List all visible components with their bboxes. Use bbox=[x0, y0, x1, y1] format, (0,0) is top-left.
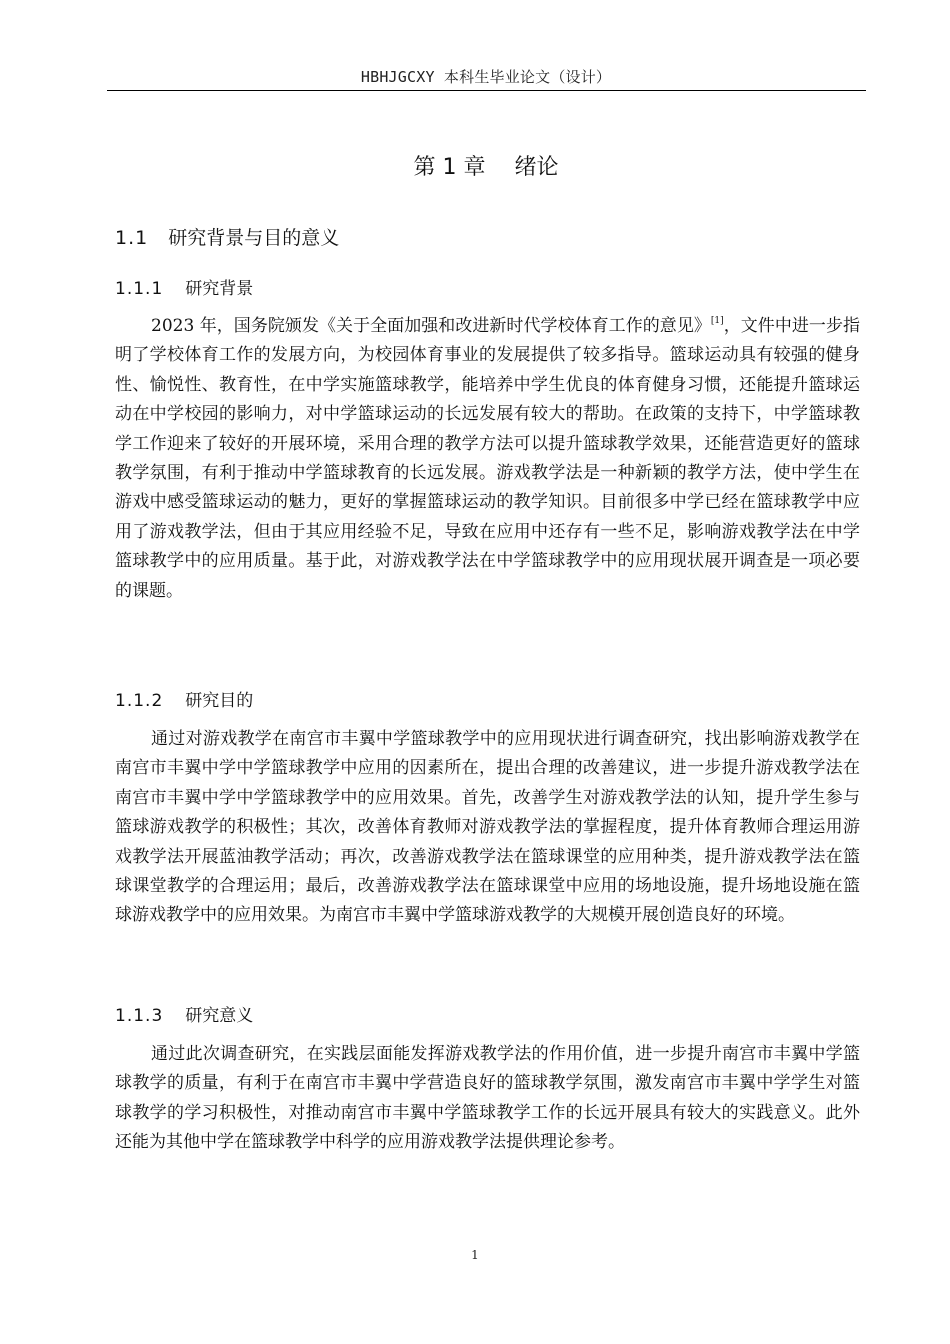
subsection-title: 研究目的 bbox=[185, 691, 254, 711]
paragraph-research-background bbox=[115, 312, 860, 606]
subsection-title: 研究背景 bbox=[185, 279, 254, 299]
subsection-number: 1.1.1 bbox=[115, 279, 164, 299]
subsection-heading-1-1-2 bbox=[115, 686, 253, 711]
paragraph-text: 2023 年，国务院颁发《关于全面加强和改进新时代学校体育工作的意见》 bbox=[151, 316, 711, 336]
subsection-number: 1.1.2 bbox=[115, 691, 164, 711]
page-number: 1 bbox=[471, 1248, 479, 1262]
chapter-title: 第 1 章 绪论 bbox=[413, 155, 559, 180]
paragraph-research-purpose: 通过对游戏教学在南宫市丰翼中学篮球教学中的应用现状进行调查研究，找出影响游戏教学在南宫市丰翼中学中学篮球教学中应用的因素所在，提出合理的改善建议，进一步提升游戏教学法在南宫市丰翼中学中学篮球教学中的应用效果。首先，改善学生对游戏教学法的认知，提升学生参与篮球游戏教学的积极性；其次，改善体育教师对游戏教学法的掌握程度，提升体育教师合理运用游戏教学法开展蓝油教学活动；再次，改善游戏教学法在篮球课堂的应用种类，提升游戏教学法在篮球课堂教学的合理运用；最后，改善游戏教学法在篮球课堂中应用的场地设施，提升场地设施在篮球游戏教学中的应用效果。为南宫市丰翼中学篮球游戏教学的大规模开展创造良好的环境。 bbox=[115, 729, 860, 926]
paragraph-text: ，文件中进一步指明了学校体育工作的发展方向，为校园体育事业的发展提供了较多指导。篮球运动具有较强的健身性、愉悦性、教育性，在中学实施篮球教学，能培养中学生优良的体育健身习惯，还能提升篮球运动在中学校园的影响力，对中学篮球运动的长远发展有较大的帮助。在政策的支持下，中学篮球教学工作迎来了较好的开展环境，采用合理的教学方法可以提升篮球教学效果，还能营造更好的篮球教学氛围，有利于推动中学篮球教育的长远发展。游戏教学法是一种新颖的教学方法，使中学生在游戏中感受篮球运动的魅力，更好的掌握篮球运动的教学知识。目前很多中学已经在篮球教学中应用了游戏教学法，但由于其应用经验不足，导致在应用中还存有一些不足，影响游戏教学法在中学篮球教学中的应用质量。基于此，对游戏教学法在中学篮球教学中的应用现状展开调查是一项必要的课题。 bbox=[115, 316, 860, 601]
citation-ref: [1] bbox=[710, 316, 724, 326]
subsection-title: 研究意义 bbox=[185, 1006, 254, 1026]
subsection-number: 1.1.3 bbox=[115, 1006, 164, 1026]
section-heading-1-1 bbox=[115, 223, 339, 250]
paragraph-research-significance: 通过此次调查研究，在实践层面能发挥游戏教学法的作用价值，进一步提升南宫市丰翼中学篮球教学的质量，有利于在南宫市丰翼中学营造良好的篮球教学氛围，激发南宫市丰翼中学学生对篮球教学的学习积极性，对推动南宫市丰翼中学篮球教学工作的长远开展具有较大的实践意义。此外还能为其他中学在篮球教学中科学的应用游戏教学法提供理论参考。 bbox=[115, 1044, 860, 1153]
subsection-heading-1-1-1 bbox=[115, 274, 253, 299]
section-title: 研究背景与目的意义 bbox=[168, 227, 340, 249]
subsection-heading-1-1-3 bbox=[115, 1001, 253, 1026]
section-number: 1.1 bbox=[115, 227, 149, 249]
running-header: HBHJGCXY 本科生毕业论文（设计） bbox=[360, 68, 612, 86]
header-divider bbox=[107, 90, 866, 91]
